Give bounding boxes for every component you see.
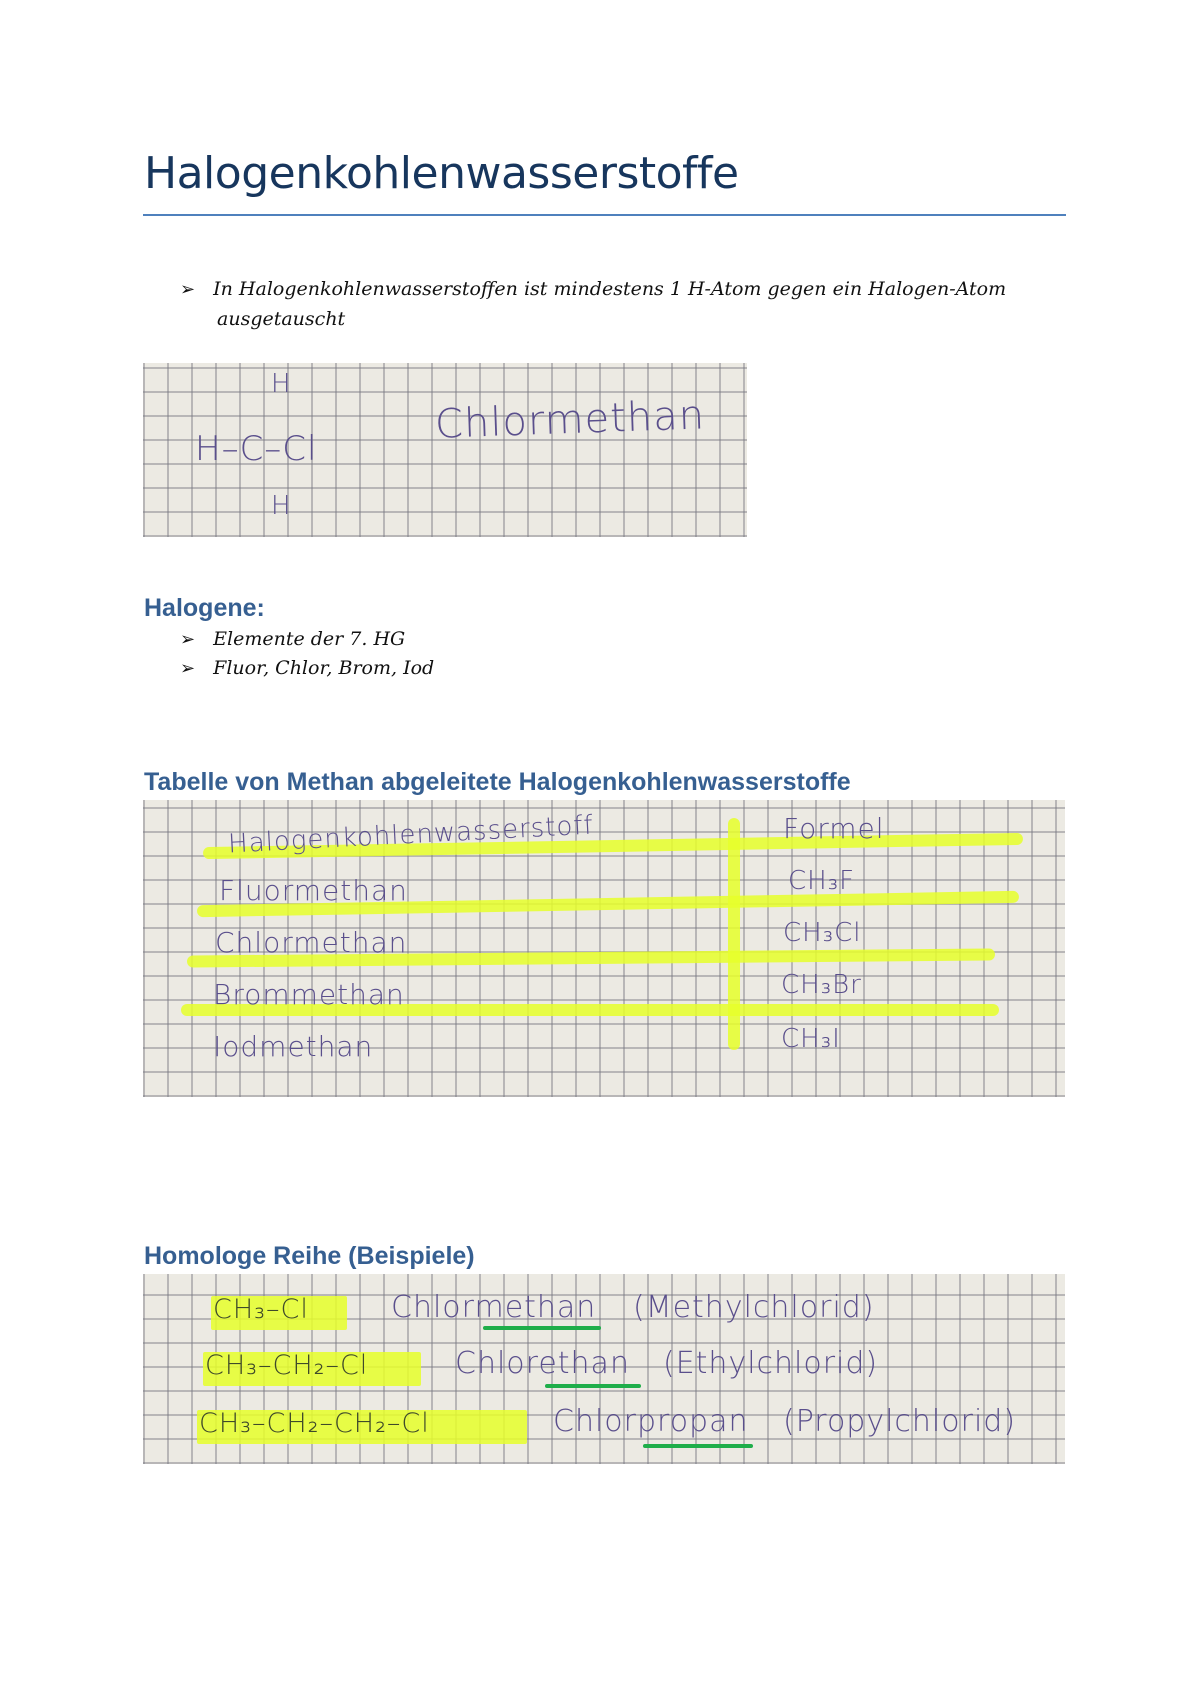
table-cell: Chlormethan [215, 926, 408, 959]
homologe-formula: CH₃–Cl [213, 1294, 309, 1325]
homologe-name: Chlormethan [391, 1290, 597, 1325]
arrow-bullet-icon: ➢ [180, 629, 196, 650]
homologe-formula: CH₃–CH₂–Cl [205, 1350, 369, 1381]
intro-line-2: ausgetauscht [217, 308, 346, 330]
green-underline [643, 1444, 753, 1448]
homologe-photo [143, 1274, 1065, 1464]
homologe-trivial-name: (Methylchlorid) [633, 1290, 875, 1325]
table-photo [143, 800, 1065, 1097]
homologe-formula: CH₃–CH₂–CH₂–Cl [199, 1408, 430, 1439]
homologe-heading: Homologe Reihe (Beispiele) [144, 1242, 475, 1270]
photo-formula: H–C–Cl [195, 429, 318, 469]
halogene-bullet [180, 628, 405, 650]
arrow-bullet-icon: ➢ [180, 279, 196, 300]
page-title: Halogenkohlenwasserstoffe [144, 148, 739, 199]
table-cell: CH₃Br [781, 970, 862, 1000]
green-underline [545, 1384, 641, 1388]
homologe-trivial-name: (Ethylchlorid) [663, 1346, 879, 1381]
photo-h-bottom: H [271, 491, 292, 521]
intro-line-1: In Halogenkohlenwasserstoffen ist mindestens 1 H-Atom gegen ein Halogen-Atom [213, 278, 1007, 300]
green-underline [483, 1326, 601, 1330]
table-cell: Fluormethan [219, 874, 408, 907]
table-cell: Brommethan [213, 978, 405, 1011]
halogene-heading: Halogene: [144, 594, 265, 622]
table-cell: Iodmethan [213, 1030, 374, 1063]
halogene-bullet-text: Elemente der 7. HG [213, 628, 406, 650]
table-header: Halogenkohlenwasserstoff [227, 810, 595, 860]
halogene-bullet-text: Fluor, Chlor, Brom, Iod [213, 657, 435, 679]
homologe-name: Chlorethan [455, 1346, 630, 1381]
chlormethan-photo [143, 363, 747, 537]
homologe-trivial-name: (Propylchlorid) [783, 1404, 1017, 1439]
table-header: Formel [783, 812, 885, 845]
photo-h-top: H [271, 369, 292, 399]
table-cell: CH₃I [781, 1024, 841, 1054]
highlight-column-line [728, 818, 740, 1050]
halogene-bullet [180, 657, 434, 679]
table-cell: CH₃F [788, 866, 856, 896]
intro-bullet [180, 278, 1006, 300]
table-heading: Tabelle von Methan abgeleitete Halogenkohlenwasserstoffe [144, 768, 851, 796]
arrow-bullet-icon: ➢ [180, 658, 196, 679]
photo-name: Chlormethan [434, 392, 706, 448]
homologe-name: Chlorpropan [553, 1404, 749, 1439]
title-underline [143, 214, 1066, 216]
table-cell: CH₃Cl [783, 918, 862, 948]
